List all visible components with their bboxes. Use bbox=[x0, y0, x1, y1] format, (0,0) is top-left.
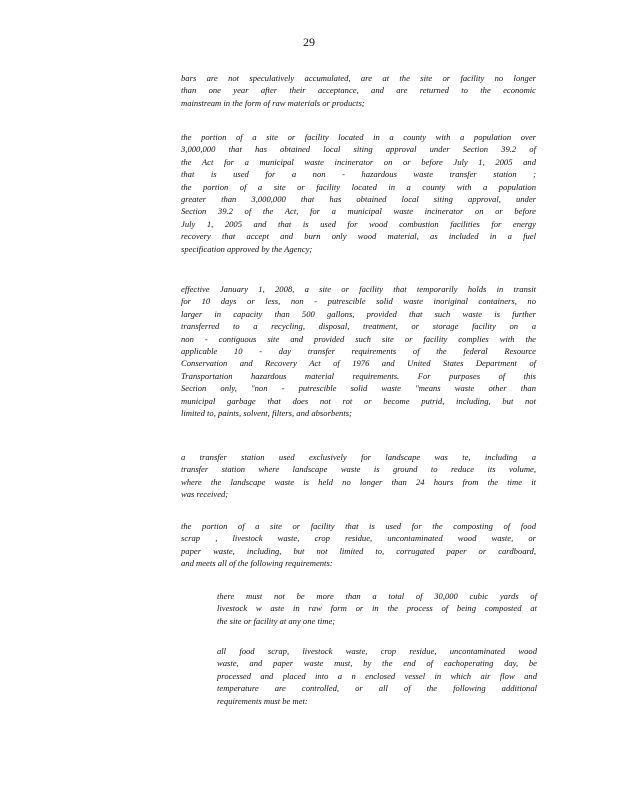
text-line: the portion of a site or facility located in a county with a population over bbox=[181, 132, 536, 142]
paragraph-3 bbox=[181, 283, 536, 419]
text-line: the portion of a site or facility located in a county with a population bbox=[181, 181, 536, 192]
text-line: mainstream in the form of raw materials or products; bbox=[181, 97, 365, 108]
text-line: larger in capacity than 500 gallons, provided that such waste is further bbox=[181, 308, 536, 319]
text-line: July 1, 2005 and that is used for wood combustion facilities for energy bbox=[181, 218, 536, 229]
text-line: processed and placed into a n enclosed vessel in which air flow and bbox=[217, 670, 537, 681]
text-line: specification approved by the Agency; bbox=[181, 243, 313, 254]
text-line: paper waste, including, but not limited to, corrugated paper or cardboard, bbox=[181, 545, 536, 556]
text-line: waste, and paper waste must, by the end of eachoperating day, be bbox=[217, 658, 537, 669]
text-line: recovery that accept and burn only wood material, as included in a fuel bbox=[181, 231, 536, 242]
text-line: 3,000,000 that has obtained local siting approval under Section 39.2 of bbox=[181, 144, 536, 155]
text-line: bars are not speculatively accumulated, are at the site or facility no longer bbox=[181, 73, 536, 83]
text-line: the Act for a municipal waste incinerator on or before July 1, 2005 and bbox=[181, 156, 536, 167]
text-line: was received; bbox=[181, 489, 229, 500]
paragraph-6 bbox=[217, 590, 537, 627]
text-line: effective January 1, 2008, a site or facility that temporarily holds in transit bbox=[181, 284, 536, 294]
paragraph-7 bbox=[217, 645, 537, 707]
text-line: Conservation and Recovery Act of 1976 and United States Department of bbox=[181, 358, 536, 369]
page-number: 29 bbox=[303, 35, 315, 49]
text-line: where the landscape waste is held no longer than 24 hours from the time it bbox=[181, 476, 536, 487]
text-line: applicable 10 - day transfer requirements of the federal Resource bbox=[181, 346, 536, 357]
text-line: Transportation hazardous material requirements. For purposes of this bbox=[181, 370, 536, 381]
text-line: transferred to a recycling, disposal, treatment, or storage facility on a bbox=[181, 321, 536, 332]
text-line: scrap , livestock waste, crop residue, uncontaminated wood waste, or bbox=[181, 533, 536, 544]
text-line: livestock w aste in raw form or in the process of being composted at bbox=[217, 603, 537, 614]
text-line: limited to, paints, solvent, filters, and absorbents; bbox=[181, 408, 352, 419]
text-line: the portion of a site or facility that is used for the composting of food bbox=[181, 521, 536, 531]
text-line: transfer station where landscape waste is ground to reduce its volume, bbox=[181, 464, 536, 475]
paragraph-2 bbox=[181, 131, 536, 255]
text-line: there must not be more than a total of 30,000 cubic yards of bbox=[217, 591, 537, 601]
paragraph-5 bbox=[181, 520, 536, 570]
text-line: greater than 3,000,000 that has obtained local siting approval, under bbox=[181, 194, 536, 205]
text-line: all food scrap, livestock waste, crop residue, uncontaminated wood bbox=[217, 646, 537, 656]
text-line: a transfer station used exclusively for landscape was te, including a bbox=[181, 452, 536, 462]
text-line: temperature are controlled, or all of the following additional bbox=[217, 683, 537, 694]
text-line: Section only, "non - putrescible solid waste "means waste other than bbox=[181, 383, 536, 394]
paragraph-1 bbox=[181, 72, 536, 109]
paragraph-4 bbox=[181, 451, 536, 501]
text-line: for 10 days or less, non - putrescible solid waste inoriginal containers, no bbox=[181, 296, 536, 307]
text-line: and meets all of the following requirements: bbox=[181, 558, 333, 569]
text-line: the site or facility at any one time; bbox=[217, 615, 336, 626]
text-line: than one year after their acceptance, and are returned to the economic bbox=[181, 85, 536, 96]
text-line: Section 39.2 of the Act, for a municipal waste incinerator on or before bbox=[181, 206, 536, 217]
text-line: that is used for a non - hazardous waste transfer station ; bbox=[181, 169, 536, 180]
text-line: municipal garbage that does not rot or become putrid, including, but not bbox=[181, 395, 536, 406]
text-line: non - contiguous site and provided such site or facility complies with the bbox=[181, 333, 536, 344]
text-line: requirements must be met: bbox=[217, 695, 308, 706]
